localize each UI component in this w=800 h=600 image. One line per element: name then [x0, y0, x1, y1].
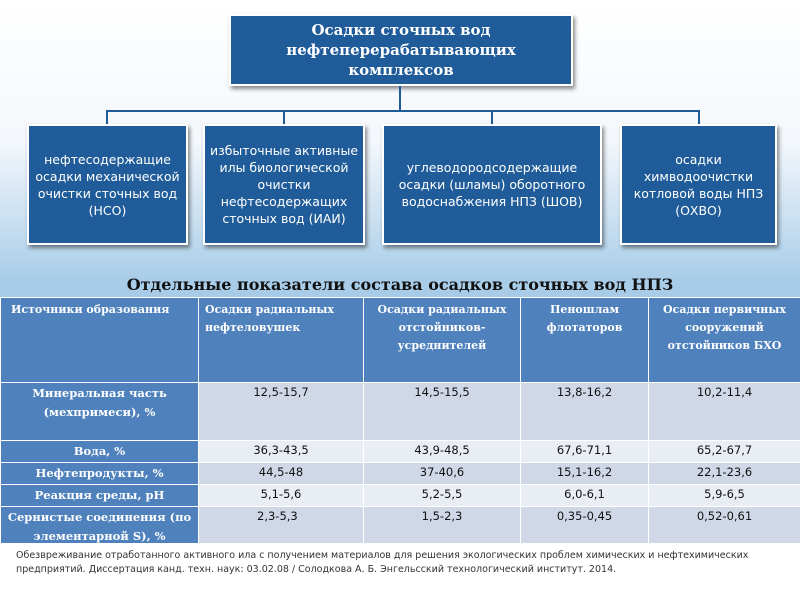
composition-table — [0, 297, 800, 548]
row-label-ph: Реакция среды, рН — [1, 485, 199, 507]
cell-value: 43,9-48,5 — [364, 441, 521, 463]
cell-value: 0,35-0,45 — [521, 507, 649, 548]
connector-drop-1 — [106, 110, 108, 124]
header-sources: Источники образования — [1, 298, 199, 383]
table-header-row — [1, 298, 800, 383]
table-row — [1, 463, 800, 485]
header-primary-bxo: Осадки первичных сооружений отстойников БХО — [649, 298, 800, 383]
cell-value: 36,3-43,5 — [199, 441, 364, 463]
connector-drop-3 — [491, 110, 493, 124]
cell-value: 37-40,6 — [364, 463, 521, 485]
cell-value: 44,5-48 — [199, 463, 364, 485]
header-settlers: Осадки радиальных отстойников-усреднителей — [364, 298, 521, 383]
cell-value: 5,1-5,6 — [199, 485, 364, 507]
diagram-child-box-1 — [27, 124, 188, 245]
header-flotators: Пеношлам флотаторов — [521, 298, 649, 383]
row-label-oil-products: Нефтепродукты, % — [1, 463, 199, 485]
row-label-mineral: Минеральная часть (мехпримеси), % — [1, 383, 199, 441]
cell-value: 65,2-67,7 — [649, 441, 800, 463]
cell-value: 6,0-6,1 — [521, 485, 649, 507]
diagram-child-label-2: избыточные активные илы биологической очистки нефтесодержащих сточных вод (ИАИ) — [209, 143, 359, 226]
diagram-child-label-4: осадки химводоочистки котловой воды НПЗ (ОХВО) — [633, 151, 764, 218]
diagram-root-label: Осадки сточных вод нефтеперерабатывающих комплексов — [286, 21, 516, 79]
diagram-child-label-3: углеводородсодержащие осадки (шламы) оборотного водоснабжения НПЗ (ШОВ) — [398, 160, 586, 209]
cell-value: 5,9-6,5 — [649, 485, 800, 507]
cell-value: 13,8-16,2 — [521, 383, 649, 441]
cell-value: 12,5-15,7 — [199, 383, 364, 441]
row-label-sulfur: Сернистые соединения (по элементарной S), % — [1, 507, 199, 548]
cell-value: 2,3-5,3 — [199, 507, 364, 548]
diagram-child-label-1: нефтесодержащие осадки механической очистки сточных вод (НСО) — [35, 151, 180, 218]
row-label-water: Вода, % — [1, 441, 199, 463]
connector-vertical-root — [399, 86, 401, 111]
cell-value: 22,1-23,6 — [649, 463, 800, 485]
cell-value: 1,5-2,3 — [364, 507, 521, 548]
source-footnote: Обезвреживание отработанного активного ила с получением материалов для решения экологических проблем химических и нефтехимических предприятий. Диссертация канд. техн. наук: 03.02.08 / Солодкова А. Б. Энгельсский технологический институт. 2014. — [0, 543, 800, 600]
table-row — [1, 441, 800, 463]
diagram-child-box-4 — [620, 124, 777, 245]
cell-value: 14,5-15,5 — [364, 383, 521, 441]
table-row — [1, 485, 800, 507]
header-oil-traps: Осадки радиальных нефтеловушек — [199, 298, 364, 383]
diagram-child-box-3 — [382, 124, 602, 245]
cell-value: 0,52-0,61 — [649, 507, 800, 548]
cell-value: 67,6-71,1 — [521, 441, 649, 463]
diagram-root-box — [229, 14, 573, 86]
connector-horizontal — [106, 110, 700, 112]
diagram-child-box-2 — [203, 124, 365, 245]
table-row — [1, 507, 800, 548]
cell-value: 10,2-11,4 — [649, 383, 800, 441]
table-title: Отдельные показатели состава осадков сточных вод НПЗ — [126, 275, 674, 294]
connector-drop-4 — [698, 110, 700, 124]
cell-value: 15,1-16,2 — [521, 463, 649, 485]
connector-drop-2 — [283, 110, 285, 124]
table-row — [1, 383, 800, 441]
cell-value: 5,2-5,5 — [364, 485, 521, 507]
